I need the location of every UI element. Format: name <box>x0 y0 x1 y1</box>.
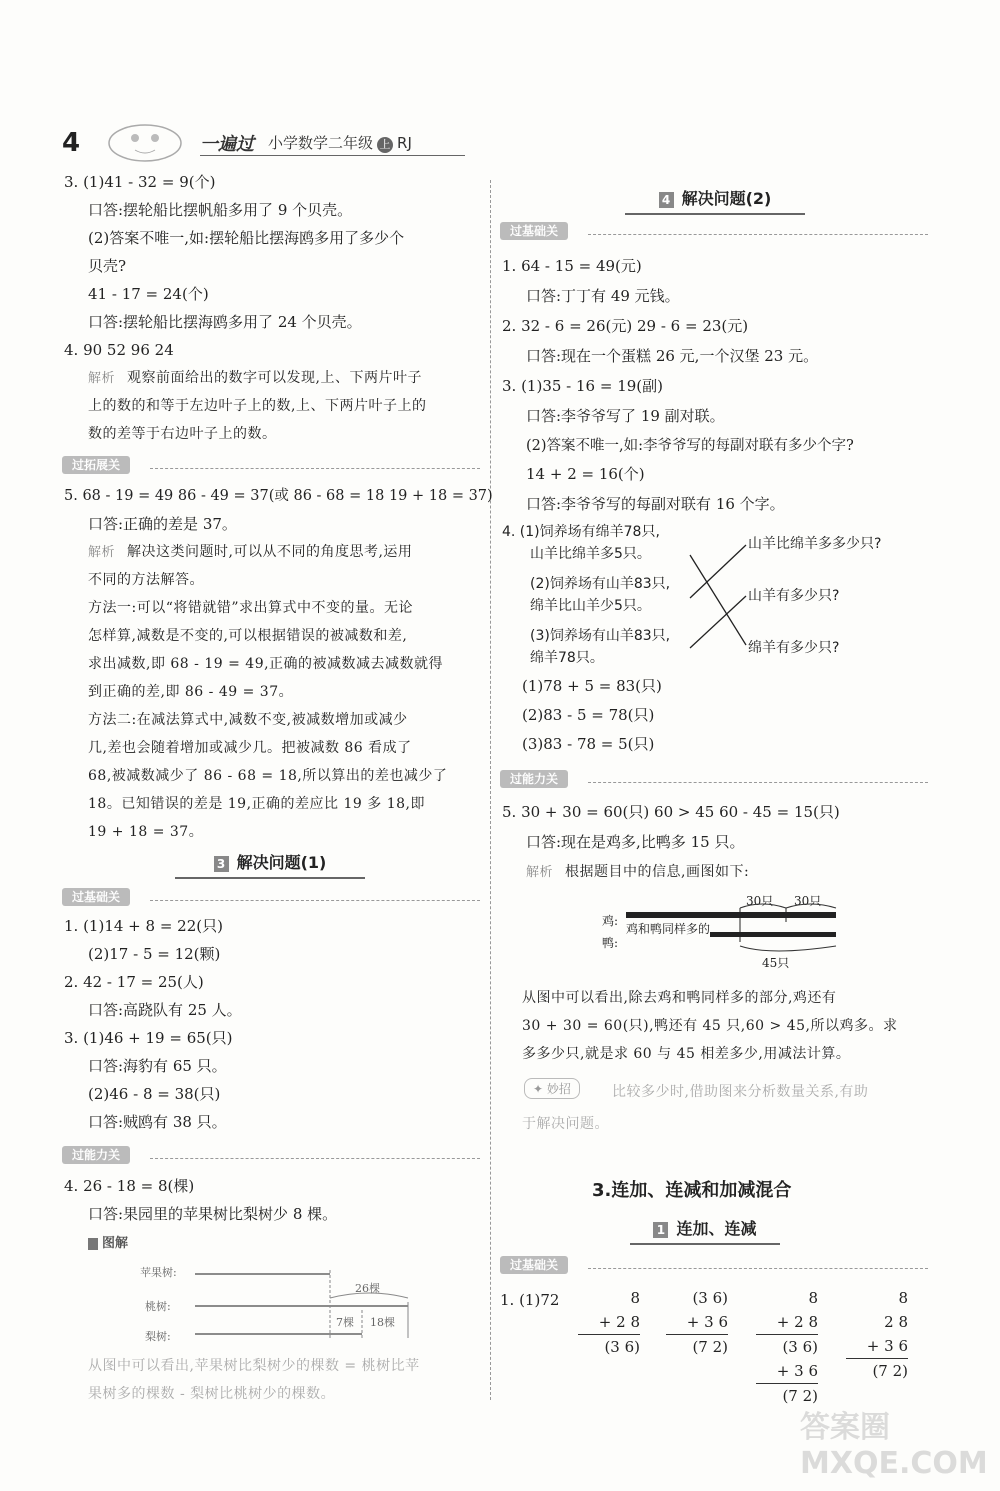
calc-row: (3 6) <box>756 1334 818 1359</box>
diagram-value-18: 18棵 <box>370 1316 395 1329</box>
answer-line: 口答:现在是鸡多,比鸭多 15 只。 <box>526 833 745 851</box>
vertical-calc <box>846 1286 908 1383</box>
analysis-line: 数的差等于右边叶子上的数。 <box>88 426 277 442</box>
analysis-line: 几,差也会随着增加或减少几。把被减数 86 看成了 <box>88 740 412 756</box>
answer-line: 5. 68 - 19 = 49 86 - 49 = 37(或 86 - 68 = 18 19 + 18 = 37) <box>64 488 493 504</box>
section-number: 1 <box>653 1222 668 1238</box>
section-title-text: 解决问题(2) <box>681 189 772 208</box>
bar-diagram <box>600 890 860 970</box>
analysis-text: 根据题目中的信息,画图如下: <box>565 864 750 880</box>
analysis-line: 从图中可以看出,除去鸡和鸭同样多的部分,鸡还有 <box>522 990 837 1006</box>
calc-row: + 3 6 <box>686 1313 728 1331</box>
vertical-calc <box>756 1286 818 1408</box>
tag-ability: 过能力关 <box>500 770 568 788</box>
tag-rule <box>588 1268 928 1269</box>
analysis-line <box>88 368 422 389</box>
answer-line: (2)17 - 5 = 12(颗) <box>88 945 221 963</box>
diagram-value-26: 26棵 <box>355 1282 380 1295</box>
calc-row: (7 2) <box>756 1383 818 1408</box>
subject-text: 小学数学二年级 <box>268 134 374 152</box>
watermark: 答案圈 MXQE.COM <box>800 1410 988 1481</box>
section-title-text: 连加、连减 <box>676 1219 757 1238</box>
match-left-item: 4. (1)饲养场有绵羊78只, <box>502 524 660 540</box>
value-45: 45只 <box>762 956 790 970</box>
calc-row: 8 <box>808 1289 818 1307</box>
analysis-line <box>88 542 412 563</box>
answer-line: (1)78 + 5 = 83(只) <box>522 677 662 695</box>
answer-line: (2)83 - 5 = 78(只) <box>522 706 655 724</box>
tree-diagram <box>140 1262 440 1342</box>
vertical-calc <box>578 1286 640 1359</box>
answer-line: 口答:李爷爷写了 19 副对联。 <box>526 407 725 425</box>
tip-badge: ✦ 妙招 <box>524 1078 580 1099</box>
answer-line: 14 + 2 = 16(个) <box>526 465 645 483</box>
match-left-item: (3)饲养场有山羊83只, <box>530 628 671 644</box>
calc-row: (7 2) <box>666 1334 728 1359</box>
analysis-line: 方法二:在减法算式中,减数不变,被减数增加或减少 <box>88 712 408 728</box>
match-right-item: 绵羊有多少只? <box>748 640 840 656</box>
analysis-line: 上的数的和等于左边叶子上的数,上、下两片叶子上的 <box>88 398 427 414</box>
tip-text: 比较多少时,借助图来分析数量关系,有助 <box>612 1084 869 1100</box>
brand-logo: 一遍过 <box>200 134 254 155</box>
vertical-calc <box>666 1286 728 1359</box>
answer-line: 口答:海豹有 65 只。 <box>88 1057 227 1075</box>
calc-row: 2 8 <box>884 1313 908 1331</box>
tag-basic: 过基础关 <box>500 1256 568 1274</box>
answer-line: 口答:贼鸥有 38 只。 <box>88 1113 227 1131</box>
tag-rule <box>588 782 928 783</box>
analysis-line <box>526 862 749 883</box>
diagram-label-peach: 桃树: <box>145 1300 171 1313</box>
volume-badge: 上 <box>377 137 393 153</box>
header-rule <box>200 155 465 156</box>
calc-row: + 3 6 <box>866 1337 908 1355</box>
mascot-icon <box>105 118 195 172</box>
answer-line: 3. (1)35 - 16 = 19(副) <box>502 377 664 395</box>
answer-line: 口答:正确的差是 37。 <box>88 515 237 533</box>
calc-row: (3 6) <box>692 1289 728 1307</box>
analysis-line: 到正确的差,即 86 - 49 = 37。 <box>88 684 294 700</box>
analysis-label: 解析 <box>88 371 116 386</box>
diagram-label-pear: 梨树: <box>145 1330 171 1343</box>
answer-line: 口答:摆轮船比摆海鸥多用了 24 个贝壳。 <box>88 313 362 331</box>
match-left-item: (2)饲养场有山羊83只, <box>530 576 671 592</box>
analysis-line: 68,被减数减少了 86 - 68 = 18,所以算出的差也减少了 <box>88 768 448 784</box>
analysis-line: 方法一:可以“将错就错”求出算式中不变的量。无论 <box>88 600 414 616</box>
tag-basic: 过基础关 <box>62 888 130 906</box>
diagram-note: 果树多的棵数 - 梨树比桃树少的棵数。 <box>88 1386 336 1402</box>
header-subject <box>268 132 412 153</box>
section-title-text: 解决问题(1) <box>236 853 327 872</box>
match-left-item: 绵羊比山羊少5只。 <box>530 598 651 614</box>
answer-line: 5. 30 + 30 = 60(只) 60 > 45 60 - 45 = 15(只) <box>502 803 840 821</box>
answer-line: 3. (1)41 - 32 = 9(个) <box>64 173 216 191</box>
analysis-line: 19 + 18 = 37。 <box>88 824 204 840</box>
answer-line: (2)答案不唯一,如:摆轮船比摆海鸥多用了多少个 <box>88 229 405 247</box>
calc-row: (3 6) <box>578 1334 640 1359</box>
answer-line: 4. 26 - 18 = 8(棵) <box>64 1177 195 1195</box>
answer-line: 4. 90 52 96 24 <box>64 341 174 359</box>
calc-row: + 2 8 <box>776 1313 818 1331</box>
section-number: 4 <box>659 192 674 208</box>
matching-lines <box>688 530 748 660</box>
tip-text: 于解决问题。 <box>522 1116 609 1132</box>
match-right-item: 山羊比绵羊多多少只? <box>748 536 882 552</box>
diagram-note: 从图中可以看出,苹果树比梨树少的棵数 = 桃树比苹 <box>88 1358 420 1374</box>
edition-text: RJ <box>397 134 412 152</box>
section-number: 3 <box>214 856 229 872</box>
match-right-item: 山羊有多少只? <box>748 588 840 604</box>
answer-line: 口答:果园里的苹果树比梨树少 8 棵。 <box>88 1205 338 1223</box>
section-title-1 <box>630 1216 780 1245</box>
diagram-label: 图解 <box>88 1234 128 1254</box>
answer-line: 口答:现在一个蛋糕 26 元,一个汉堡 23 元。 <box>526 347 819 365</box>
bar-same-label: 鸡和鸭同样多的 <box>626 922 711 936</box>
analysis-line: 18。已知错误的差是 19,正确的差应比 19 多 18,即 <box>88 796 425 812</box>
calc-row: 8 <box>630 1289 640 1307</box>
tag-rule <box>150 1158 480 1159</box>
answer-line: 口答:丁丁有 49 元钱。 <box>526 287 680 305</box>
answer-line: 口答:高跷队有 25 人。 <box>88 1001 242 1019</box>
tag-basic: 过基础关 <box>500 222 568 240</box>
lightbulb-icon: ✦ <box>533 1082 547 1096</box>
answer-line: 2. 42 - 17 = 25(人) <box>64 973 204 991</box>
answer-line: (3)83 - 78 = 5(只) <box>522 735 655 753</box>
bar-label-duck: 鸭: <box>602 936 619 950</box>
match-left-item: 绵羊78只。 <box>530 650 604 666</box>
tag-rule <box>588 234 928 235</box>
section-title-4 <box>625 186 805 215</box>
diagram-value-7: 7棵 <box>336 1316 354 1329</box>
chapter-title: 3.连加、连减和加减混合 <box>592 1180 792 1201</box>
tag-ability: 过能力关 <box>62 1146 130 1164</box>
analysis-line: 求出减数,即 68 - 19 = 49,正确的被减数减去减数就得 <box>88 656 444 672</box>
answer-line: 1. 64 - 15 = 49(元) <box>502 257 642 275</box>
diagram-label-apple: 苹果树: <box>140 1266 177 1279</box>
answer-line: 3. (1)46 + 19 = 65(只) <box>64 1029 233 1047</box>
answer-line: 2. 32 - 6 = 26(元) 29 - 6 = 23(元) <box>502 317 749 335</box>
answer-line: 口答:李爷爷写的每副对联有 16 个字。 <box>526 495 785 513</box>
analysis-line: 怎样算,减数是不变的,可以根据错误的被减数和差, <box>88 628 408 644</box>
analysis-label: 解析 <box>88 545 116 560</box>
answer-line: 口答:摆轮船比摆帆船多用了 9 个贝壳。 <box>88 201 353 219</box>
answer-line: (2)46 - 8 = 38(只) <box>88 1085 221 1103</box>
calc-row: 8 <box>898 1289 908 1307</box>
tag-extend: 过拓展关 <box>62 456 130 474</box>
match-left-item: 山羊比绵羊多5只。 <box>530 546 651 562</box>
answer-line: 贝壳? <box>88 257 127 275</box>
calc-row: + 3 6 <box>776 1362 818 1380</box>
calc-prefix: 1. (1)72 <box>500 1291 560 1309</box>
analysis-label: 解析 <box>526 865 554 880</box>
analysis-line: 30 + 30 = 60(只),鸭还有 45 只,60 > 45,所以鸡多。求 <box>522 1018 898 1034</box>
answer-line: 41 - 17 = 24(个) <box>88 285 209 303</box>
value-30-b: 30只 <box>794 894 822 908</box>
diagram-icon <box>88 1238 98 1250</box>
calc-row: (7 2) <box>846 1358 908 1383</box>
tag-rule <box>150 468 480 469</box>
page-number: 4 <box>62 128 81 158</box>
analysis-line: 多多少只,就是求 60 与 45 相差多少,用减法计算。 <box>522 1046 851 1062</box>
bar-label-chicken: 鸡: <box>602 914 619 928</box>
analysis-text: 观察前面给出的数字可以发现,上、下两片叶子 <box>127 370 422 386</box>
answer-line: 1. (1)14 + 8 = 22(只) <box>64 917 223 935</box>
column-divider <box>490 180 491 1400</box>
tree-bars <box>140 1262 440 1342</box>
analysis-line: 不同的方法解答。 <box>88 572 204 588</box>
tag-rule <box>150 900 480 901</box>
calc-row: + 2 8 <box>598 1313 640 1331</box>
value-30-a: 30只 <box>746 894 774 908</box>
answer-line: (2)答案不唯一,如:李爷爷写的每副对联有多少个字? <box>526 438 854 454</box>
analysis-text: 解决这类问题时,可以从不同的角度思考,运用 <box>127 544 413 560</box>
section-title-3 <box>175 850 365 879</box>
